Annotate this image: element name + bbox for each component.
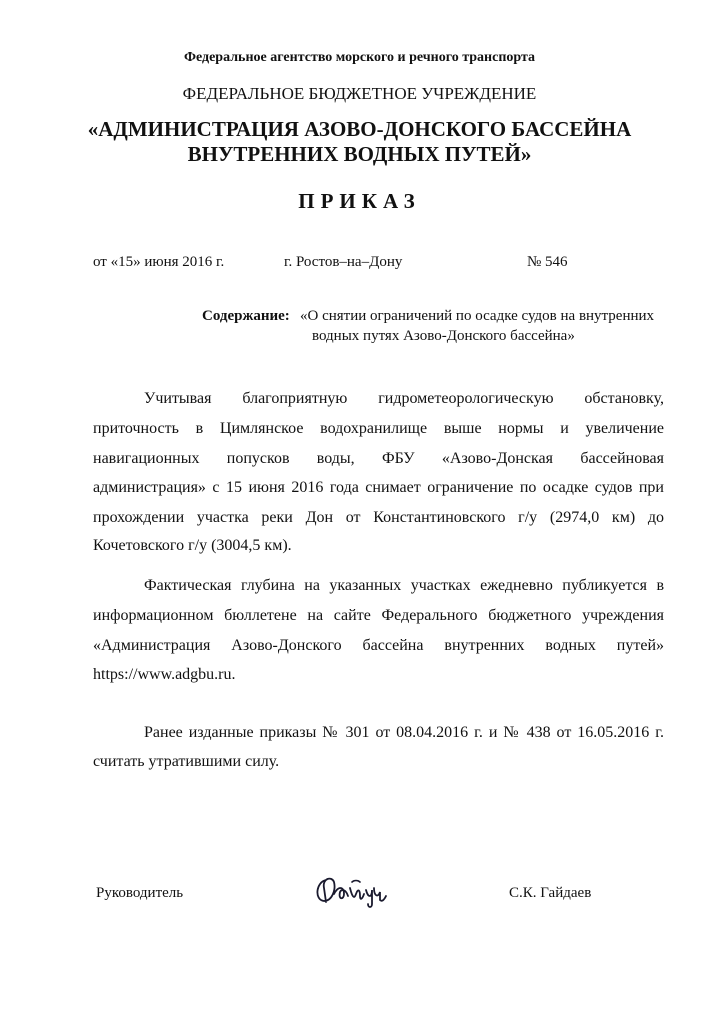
- paragraph-line: Учитывая благоприятную гидрометеорологическую обстановку,: [144, 390, 664, 407]
- document-title: ПРИКАЗ: [298, 189, 421, 213]
- handwritten-signature: [312, 870, 394, 910]
- paragraph-line: Фактическая глубина на указанных участках ежедневно публикуется в: [144, 577, 664, 594]
- administration-name-line2: ВНУТРЕННИХ ВОДНЫХ ПУТЕЙ»: [187, 142, 532, 166]
- paragraph-line: приточность в Цимлянское водохранилище выше нормы и увеличение: [93, 420, 664, 437]
- subject-label: Содержание:: [202, 308, 290, 324]
- paragraph-line: администрация» с 15 июня 2016 года снимает ограничение по осадке судов при: [93, 479, 664, 496]
- agency-name: Федеральное агентство морского и речного транспорта: [183, 50, 536, 65]
- signatory-role: Руководитель: [96, 885, 184, 901]
- subject-line1: «О снятии ограничений по осадке судов на внутренних: [300, 308, 655, 324]
- paragraph-line: Ранее изданные приказы № 301 от 08.04.2016 г. и № 438 от 16.05.2016 г.: [144, 724, 664, 741]
- paragraph-line: считать утратившими силу.: [93, 753, 280, 770]
- paragraph-line: информационном бюллетене на сайте Федерального бюджетного учреждения: [93, 607, 664, 624]
- paragraph-line: «Администрация Азово-Донского бассейна внутренних водных путей»: [93, 637, 664, 654]
- order-date: от «15» июня 2016 г.: [93, 254, 225, 270]
- paragraph-line: навигационных попусков воды, ФБУ «Азово-Донская бассейновая: [93, 450, 664, 467]
- administration-name-line1: «АДМИНИСТРАЦИЯ АЗОВО-ДОНСКОГО БАССЕЙНА: [87, 117, 632, 141]
- paragraph-line: Кочетовского г/у (3004,5 км).: [93, 537, 292, 554]
- subject-line2: водных путях Азово-Донского бассейна»: [312, 328, 575, 344]
- paragraph-line: прохождении участка реки Дон от Константиновского г/у (2974,0 км) до: [93, 509, 664, 526]
- order-city: г. Ростов–на–Дону: [284, 254, 403, 270]
- signatory-name: С.К. Гайдаев: [509, 885, 592, 901]
- order-number: № 546: [527, 254, 568, 270]
- institution-type: ФЕДЕРАЛЬНОЕ БЮДЖЕТНОЕ УЧРЕЖДЕНИЕ: [182, 84, 537, 103]
- website-url: https://www.adgbu.ru.: [93, 666, 236, 683]
